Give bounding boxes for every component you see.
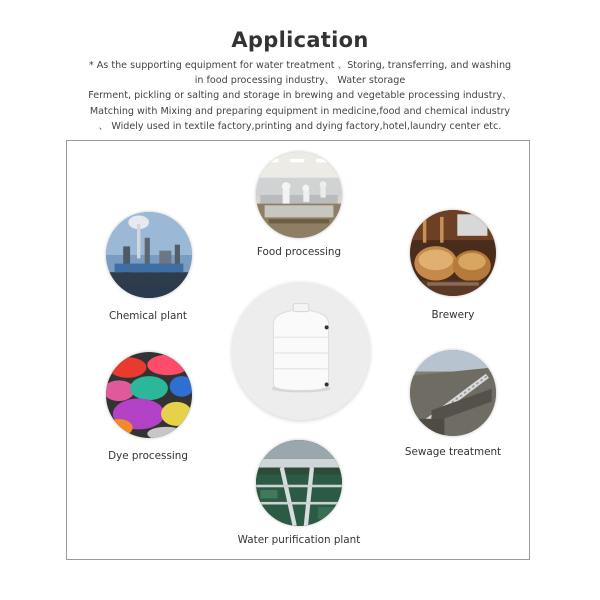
description bbox=[70, 58, 530, 134]
water-purification-label: Water purification plant bbox=[237, 534, 361, 546]
water-purification-photo bbox=[256, 440, 342, 526]
chemical-plant-label: Chemical plant bbox=[108, 310, 188, 322]
sewage-treatment-photo bbox=[410, 350, 496, 436]
description-line: 、 Widely used in textile factory,printing and dying factory,hotel,laundry center etc. bbox=[98, 120, 502, 132]
description-line: in food processing industry、 Water storage bbox=[194, 75, 406, 87]
description-line: Matching with Mixing and preparing equipment in medicine,food and chemical industry bbox=[89, 105, 511, 117]
food-processing-label: Food processing bbox=[256, 246, 342, 258]
description-line: Ferment, pickling or salting and storage in brewing and vegetable processing industry、 bbox=[88, 90, 512, 102]
dye-processing-photo bbox=[106, 352, 192, 438]
chemical-plant-photo bbox=[106, 212, 192, 298]
brewery-photo bbox=[410, 210, 496, 296]
page-title: Application bbox=[231, 28, 369, 52]
food-processing-photo bbox=[256, 152, 342, 238]
brewery-label: Brewery bbox=[431, 309, 475, 321]
white-water-tank bbox=[232, 282, 370, 420]
sewage-treatment-label: Sewage treatment bbox=[404, 446, 502, 458]
description-line: * As the supporting equipment for water treatment 、Storing, transferring, and washing bbox=[88, 60, 512, 71]
dye-processing-label: Dye processing bbox=[108, 450, 188, 462]
